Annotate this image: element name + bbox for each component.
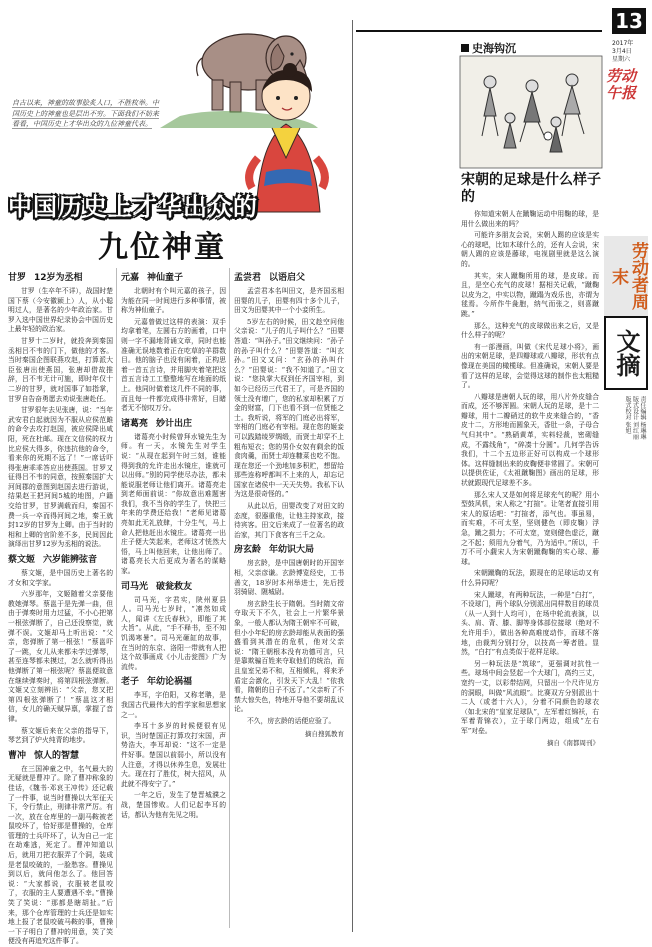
paragraph: 从此以后，田婴改变了对田文的态度，很器重他，让他主持家政，接待宾客。田文后来成了一位著名的政治家，其门下食客有三千之众。: [234, 502, 344, 539]
newspaper-logo: 劳动午报: [606, 67, 637, 102]
section-top-rule: [356, 30, 602, 32]
side-kicker: 史海钩沉: [461, 40, 516, 56]
side-title: 宋朝的足球是什么样子的: [461, 172, 601, 205]
paragraph: 蔡文姬，是中国历史上著名的才女和文学家。: [8, 569, 113, 587]
paragraph: 八瓣球是唐朝人玩的球，用八片外皮缝合而成，还不够浑圆。宋朝人玩的足球，是十二瓣球，用十二瓣硝过的软牛皮来缝合的，“香皮十二，方形地而圆象天，香肚一条，子母合气归其中”。“熟硝黄革，实料轻裁，密砌缝成，不露线角”，“碎凑十分圆”。几何学告诉我们，十二个五边形正好可以构成一个球形体。这样缝制出来的皮鞠便非常圆了。宋朝可以提供佐证，《太祖蹴鞠图》画出的足球，形状就跟现代足球差不多。: [461, 392, 599, 488]
issue-date: [612, 40, 652, 64]
article-title-line1: 中国历史上才华出众的: [8, 193, 258, 221]
paragraph: 房玄龄生长于隋朝。当时隋文帝夺取天下不久，社会上一片繁华景象，一般人都认为隋王朝牢不可破，但小小年纪的房玄龄却能从表面的强盛看到其潜在的危机，他对父亲说：“隋王朝根本没有功德可言，只是靠欺骗百姓来夺取他们的统治，而且皇室兄弟不和，互相倾轧，将来矛盾定会激化，引发天下大乱！”依我看，隋朝的日子不远了。”父亲听了不禁大惊失色，特地开导他不要胡乱议论。: [234, 599, 344, 714]
editor-line: 责任编辑 杨琳琳: [639, 396, 646, 440]
intro-blurb: 自古以来，神童的故事脍炙人口，不胜枚举。中国历史上的神童也是层出不穷。下面我们不妨来看看，中国历史上才华出众的九位神童代表。: [12, 99, 159, 129]
section-heading: 蔡文姬 六岁能辨弦音: [8, 555, 98, 566]
cuju-painting: [460, 56, 602, 168]
paragraph: 另一种玩法是“筑球”，更强调对抗性一些。球场中间会竖起一个大球门，高约三丈，宽约一丈，以彩带结网，只留出一个尺许见方的洞眼，叫做“风流眼”。比赛双方分别派出十二人（或者十六人），分着不同颜色的球衣（如北宋的“皇家足球队”，左军着红锦袄，右军着青锦衣），立于球门两边，组成“左右军”对垒。: [461, 659, 599, 735]
article-credit: 摘自搜狐教育: [305, 729, 344, 738]
side-credit: 摘自《南都周刊》: [547, 739, 599, 748]
article-column-2: [121, 268, 226, 932]
paragraph: 司马光，字君实，陕州夏县人。司马光七岁时，“凛然如成人，闻讲《左氏春秋》，即能了其大旨”。从此，“手不释书，至不知饥渴寒暑”。司马光砸缸的故事，在当时的东京、洛阳一带就有人把这个故事画成《小儿击瓮图》广为流传。: [121, 595, 226, 671]
column-divider: [229, 268, 230, 928]
paragraph: 其实，宋人蹴鞠所用的球，是皮球。而且，是空心充气的皮球！据相关记载，“蹴鞠以皮为之，中实以物，蹴蹋为戏乐也，亦谓为毬焉。今所作牛彘胞，纳气而张之，则喜蹴跳。”: [461, 271, 599, 318]
paragraph: 孟尝君本名叫田文，是齐国丞相田婴的儿子，田婴有四十多个儿子，田文为田婴其中一个小妾所生。: [234, 287, 344, 315]
section-heading: 孟尝君 以语启父: [234, 273, 306, 283]
paragraph: 李耳，字伯阳，又称老聃，是我国古代最伟大的哲学家和思想家之一。: [121, 691, 226, 719]
section-heading: 老子 年幼论祸福: [121, 677, 193, 688]
paragraph: 甘罗（生卒年不详），战国时楚国下蔡（今安徽颍上）人，从小聪明过人，是著名的少年政治家。甘罗入选中国世界纪录协会中国历史上最年轻的政治家。: [8, 287, 113, 334]
paragraph: 不久，房玄龄的话便应验了。: [247, 716, 336, 725]
editor-credits: [610, 396, 646, 486]
paragraph: 一年之后，发生了楚晋城濮之战，楚国惨败。人们记起李耳的话，都认为他有先见之明。: [121, 791, 226, 819]
section-heading: 曹冲 惊人的智慧: [8, 750, 80, 761]
section-heading: 诸葛亮 妙计出庄: [121, 418, 193, 429]
page-divider: [352, 20, 353, 932]
paragraph: 你知道宋朝人在蹴鞠运动中用鞠的球，是用什么做出来的吗？: [461, 210, 599, 228]
article-title-line2: 九位神童: [98, 230, 226, 265]
paragraph: 宋人蹴球，有两种玩法，一种是“白打”，不设球门，两个球队分别派出同样数目的球员（从一人到十人均可），在场中轮流表演，以头、肩、背、膝、脚等身体部位接球（绝对不允许用手），做出各种高难度动作，而球不落地，由裁判分别打分，以技高一筹者胜。显然，“白打”有点类似于花样足球。: [461, 590, 599, 657]
paragraph: 蔡文姬后来在父亲的指导下，琴艺到了炉火纯青的地步。: [8, 726, 113, 745]
page-number: 13: [612, 8, 646, 34]
paragraph: 六岁那年，文姬随着父亲要他教她弹琴。蔡邕于是先弹一曲，但由于弹奏时用力过猛，不小心把第一根弦弹断了，自己还没察觉，就弹不误。文姬却马上听出说：“父亲，您弹断了第一根弦！”蔡邕吓了一跳，女儿从来都未学过弹琴，甚至连琴都未摸过，怎么就听得出他弹断了第一根弦呢？蔡邕便故意在继续弹奏时，将第四根弦弹断。文姬又立刻辨出：“父亲，您又把第四根弦弹断了！”蔡邕这才相信，女儿的确天赋异禀，掌握了音律。: [8, 590, 113, 723]
square-bullet-icon: [461, 44, 469, 52]
paragraph: 那么宋人又是如何将足球充气的呢？用小型鼓风机，宋人称之“打揎”。让笔者直接引用宋人的原话吧：“打揎者，添气也。事虽易，而实难，不可太坚，坚则健色（即皮鞠）浮急，蹴之损力；不可太宽，宽则健色虚泛，蹴之不起；须用九分着气，乃为适中。”所以，千万不可小觑宋人为宋朝蹴鞠鞠的实心球、藤球。: [461, 490, 599, 566]
section-heading: 房玄龄 年幼识大局: [234, 545, 315, 556]
paragraph: 甘罗十二岁时，就投奔到秦国丞相吕不韦的门下，做他的才客。当时秦国企图联燕攻赵，打算派大臣张唐出使燕国，张唐却借故推辞，吕不韦无计可施，即时年仅十二岁的甘罗，就对国事了如指掌，甘罗自告奋勇愿去劝说张唐赴任。: [8, 336, 113, 403]
date-line: 3月4日: [612, 48, 632, 55]
section-tab: 劳动者周末: [604, 236, 648, 316]
date-line: 星期六: [612, 56, 631, 63]
column-divider: [116, 268, 117, 928]
paragraph: 在三国神童之中，名气最大的无疑就是曹冲了。除了曹冲称象的佳话，《魏书·邓哀王冲传》还记载了一件事，说当时曹操以大军征天下，令行禁止，刑律非常严厉。有一次，放在仓库里的一副马鞍被老鼠咬坏了，恰好那是曹操的，仓库管理的士兵吓坏了，认为自己一定在劫难逃，死定了。曹冲知道以后，就用刀把衣服弄了个洞，装成是老鼠咬破的，一脸愁容。曹操见到以后，就问他怎么了。他回答说：“大家都说，衣服被老鼠咬了，衣服的主人要遭遇不幸。”曹操笑了笑说：“那都是瞎胡扯。”后来，那个仓库管理的士兵还是如实地上报了老鼠咬破马鞍的事，曹操一下子明白了曹冲的用意，笑了笑便没有再追究这件事了。: [8, 764, 113, 946]
side-article-body: [461, 210, 599, 932]
paragraph: 元嘉曾做过这样的表演：双手均拿着笔，左圆右方的画着，口中则一字不漏地背诵文章，同时也能准确无误地数着正在吃草的羊群数目。他的脑子也没有闲着，正构思着一首五言诗，并用脚夹着笔把这首五言诗工工整整地写在地面的纸上。他同时做着这几件不同的事，而且每一件都完成得非常好，目睹者无不惊叹万分。: [121, 317, 226, 413]
section-heading: 甘罗 12岁为丞相: [8, 273, 83, 283]
section-subtab: 文摘: [604, 316, 648, 390]
paragraph: 北朝时有个叫元嘉的孩子，因为能在同一时间进行多种事情，被称为神仙童子。: [121, 287, 226, 315]
editor-line: 版式设计 刘红丽: [631, 396, 639, 440]
paragraph: 可能许多朋友会说，宋朝人踢的应该是实心的球吧，比如木球什么的，还有人会说，宋朝人踢的应该是藤球，电视剧里就是这么演的。: [461, 231, 599, 268]
paragraph: 5岁左右的时候，田文趁空问他父亲说：“儿子的儿子叫什么？”田婴答道：“叫孙子。”田文继续问：“孙子的孙子叫什么？”田婴答道：“叫玄孙。”田文又问：“玄孙的孙叫什么？”田婴说：“我不知道了。”田文说：“您执掌大权到任齐国宰相，到如今已经历三代君王了，可是齐国的领土没有增广，您的私家却积累了万金的财富，门下也看不到一位贤能之士。我听说，将军的门庭必出将军，宰相的门庭必有宰相。现在您的姬妾可以践踏绫罗绸缎，而贤士却穿不上粗布短衣；您的男仆女奴有剩余的饭食肉羹，而贤士却连糠菜也吃不饱。现在您还一个劲地加多积贮，想留给那些连称呼都叫不上来的人，却忘记国家在诸侯中一天天失势。我私下认为这是很奇怪的。”: [234, 317, 344, 499]
paragraph: 房玄龄，是中国唐朝时的开国宰相，父亲彦谦。玄龄博览经史，工书善文，18岁时本州举进士，先后授羽骑尉、隰城尉。: [234, 559, 344, 597]
editor-line: 版式校对 张旭: [624, 396, 631, 434]
ball-icon: [544, 132, 552, 140]
paragraph: 李耳十多岁的时候便很有见识，当时楚国正打算攻打宋国，声势浩大，李耳却说：“这不一定是件好事。楚国以前弱小，所以没有人注意，才得以休养生息，发展壮大。现在打了胜仗，树大招风，从此就不得安宁了。”: [121, 722, 226, 788]
paragraph: 那么，这种充气的皮球做出来之后，又是什么样子的呢？: [461, 321, 599, 340]
date-line: 2017年: [612, 40, 634, 47]
paragraph: 诸葛亮小时候曾拜水镜先生为师。有一天，水镜先生对学生说：“从现在起到午时三刻，谁能得到我的允许走出水镜庄，谁就可以出师。”别的同学使尽办法，都未能说服老师让他们离开。诸葛亮走到老师面前说：“你故意出难题害我们，我不当你的学生了，快把三年来的学费还给我！”老师见诸葛亮如此无礼放肆，十分生气，马上命人把他赶出水镜庄。诸葛亮一出庄子便大笑起来，老师这才恍然大悟，马上叫他回来，让他出师了。诸葛亮长大后更成为著名的谋略家。: [121, 432, 226, 576]
section-heading: 元嘉 神仙童子: [121, 273, 184, 283]
section-heading: 司马光 破瓮救友: [121, 581, 193, 592]
paragraph: 宋朝蹴鞠的玩法，跟现在的足球运动又有什么异同呢？: [461, 569, 599, 587]
article-column-3: [234, 268, 344, 932]
paragraph: 有一部漫画，叫做《宋代足球小将》，画出的宋朝足球，是四瓣球或八瓣球，形状有点像现在美国的橄榄球。但准确说，宋朝人要是看了这样的足球，会觉得这球的制作也太粗糙了。: [461, 342, 599, 390]
paragraph: 甘罗很年去见张唐，说：“当年武安君白起就因为不服从应侯范雎的命令去攻打赵国，被应侯降出咸阳，死在杜邮。现在文信侯的权力比应侯大得多，你违抗他的命令，看来你的死期不远了！”一席话吓得张唐乖乖答应出使燕国。甘罗又征得吕不韦的同意，按照秦国扩大河间郡的意图到赵国去进行游说，结果赵王把河间5城的地图，户籍交给甘罗，甘罗满载而归，秦国不费一兵一卒而得河间之地，秦王就封12岁的甘罗为上卿。由于当时的相和上卿的官阶差不多，民间因此演绎出甘罗12岁为丞相的说法。: [8, 406, 113, 549]
article-column-1: [8, 268, 113, 946]
